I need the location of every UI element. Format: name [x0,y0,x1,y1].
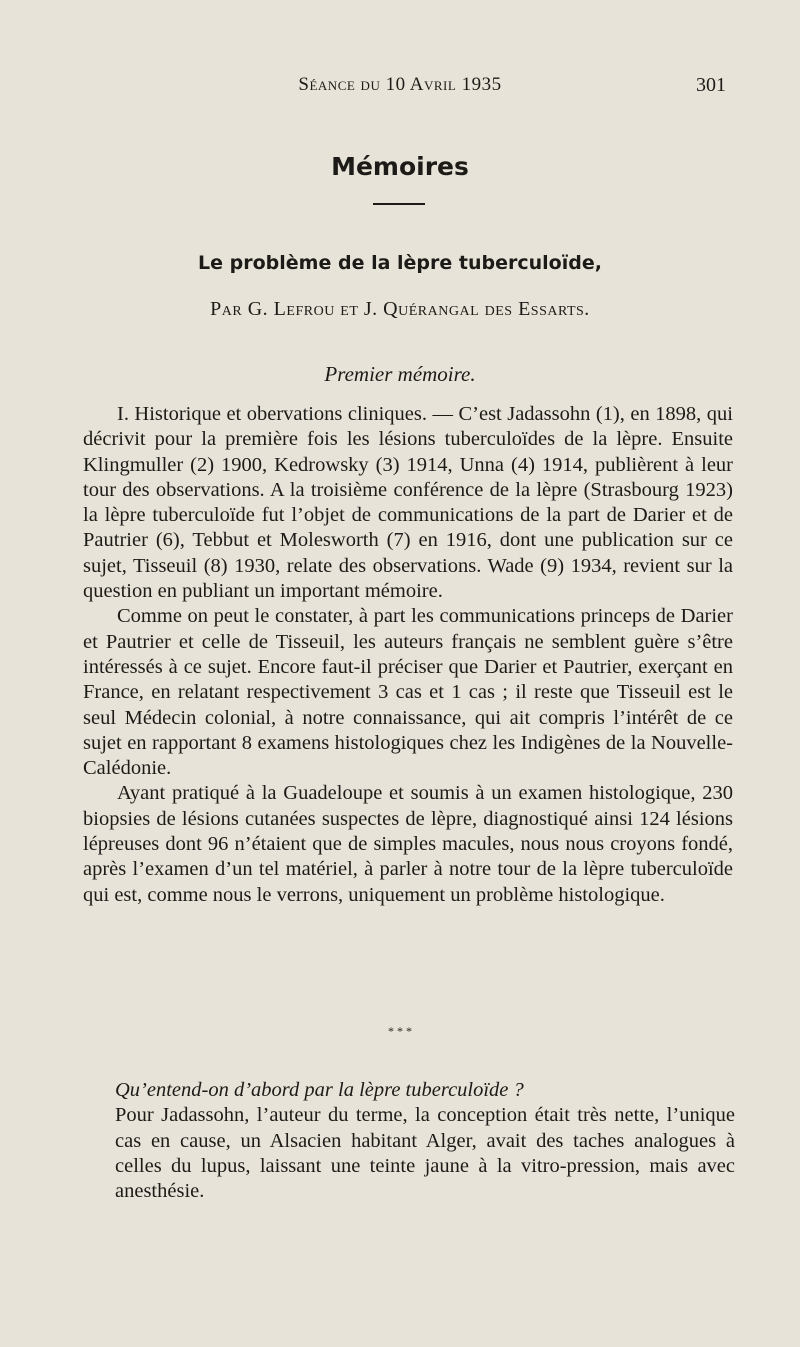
running-head-title: Séance du 10 Avril 1935 [298,74,502,95]
section-separator: * * * [388,1024,412,1038]
paragraph: I. Historique et obervations cliniques. — C’est Jadassohn (1), en 1898, qui décrivit pour la première fois les lésions tuberculoïdes de la lèpre. Ensuite Klingmuller (2) 1900, Kedrowsky (3) 1914, Unna (4) 1914, publièrent à leur tour des observations. A la troisième conférence de la lèpre (Strasbourg 1923) la lèpre tuberculoïde fut l’objet de communications de la part de Darier et de Pautrier (6), Tebbut et Molesworth (7) en 1916, dont une publication sur ce sujet, Tisseuil (8) 1930, relate des observations. Wade (9) 1934, revient sur la question en publiant un important mémoire. [83,403,733,603]
running-head [0,74,800,104]
paragraph: Comme on peut le constater, à part les communications princeps de Darier et Pautrier et celle de Tisseuil, les auteurs français ne semblent guère s’être intéressés à ce sujet. Encore faut-il préciser que Darier et Pautrier, exerçant en France, en relatant respectivement 3 cas et 1 cas ; il reste que Tisseuil est le seul Médecin colonial, à notre connaissance, qui ait compris l’intérêt de ce sujet en rapportant 8 examens histologiques chez les Indigènes de la Nouvelle-Calédonie. [83,605,733,780]
paragraph: Pour Jadassohn, l’auteur du terme, la conception était très nette, l’unique cas en cause, un Alsacien habitant Alger, avait des taches analogues à celles du lupus, laissant une teinte jaune à la vitro-pression, mais avec anesthésie. [115,1104,735,1203]
subtitle: Premier mémoire. [324,362,476,386]
article-title: Le problème de la lèpre tuberculoïde, [198,252,602,274]
article-body-continued [115,1078,735,1204]
byline: Par G. Lefrou et J. Quérangal des Essarts. [210,298,590,320]
section-title: Mémoires [331,152,469,181]
title-rule [373,203,425,205]
paragraph: Ayant pratiqué à la Guadeloupe et soumis à un examen histologique, 230 biopsies de lésions cutanées suspectes de lèpre, diagnostiqué ainsi 124 lésions lépreuses dont 96 n’étaient que de simples macules, nous nous croyons fondé, après l’examen d’un tel matériel, à parler à notre tour de la lèpre tuberculoïde qui est, comme nous le verrons, uniquement un problème histologique. [83,782,733,906]
article-body [83,402,733,908]
page-number: 301 [696,74,726,96]
section-question: Qu’entend-on d’abord par la lèpre tuberculoïde ? [115,1079,524,1101]
